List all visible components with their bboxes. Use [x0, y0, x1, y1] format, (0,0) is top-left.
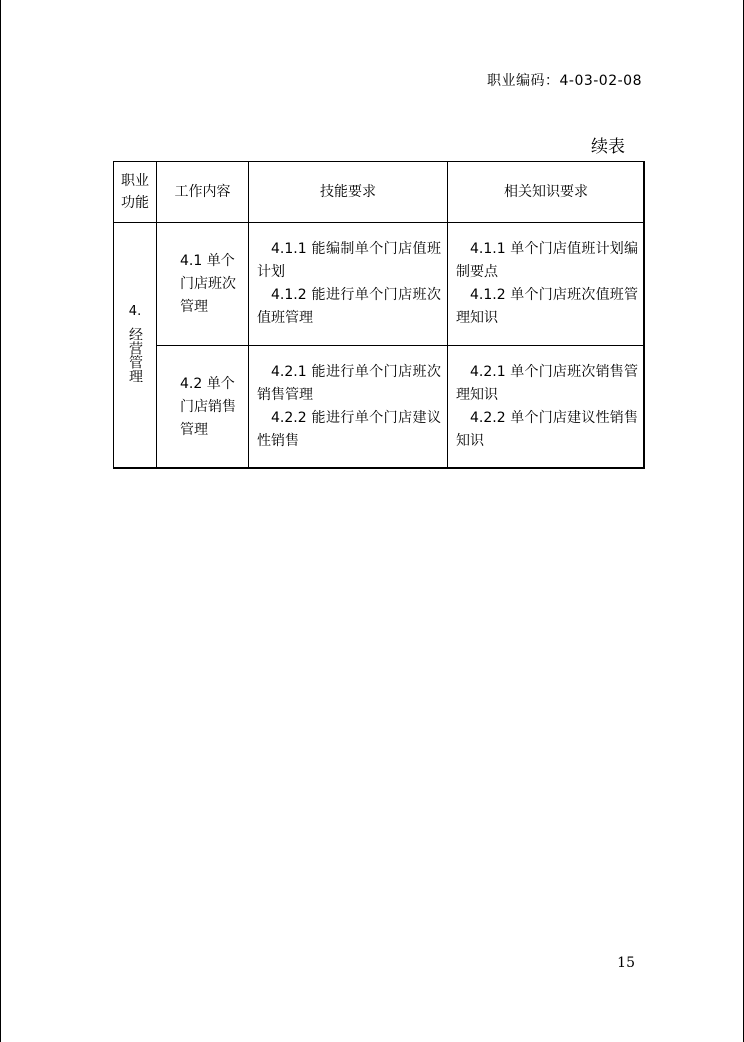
skill-item: 4.2.1 能进行单个门店班次销售管理: [257, 364, 441, 403]
skill-item: 4.1.1 能编制单个门店值班计划: [257, 241, 441, 280]
header-function-label: 职业功能: [121, 173, 149, 211]
function-cell: [114, 223, 157, 469]
work-content-cell: [157, 346, 249, 469]
function-number: 4.: [128, 304, 142, 319]
continued-label: 续表: [591, 137, 625, 157]
skill-item: 4.1.2 能进行单个门店班次值班管理: [257, 287, 441, 326]
skill-cell: [249, 346, 448, 469]
knowledge-item: 4.2.1 单个门店班次销售管理知识: [456, 364, 638, 403]
header-work-content: 工作内容: [157, 162, 249, 223]
table-row: [114, 346, 645, 469]
table-row: [114, 223, 645, 346]
page-number: 15: [617, 955, 635, 971]
work-content-text: 4.2 单个门店销售管理: [180, 375, 236, 438]
header-skill-requirements: 技能要求: [249, 162, 448, 223]
header-knowledge-requirements: 相关知识要求: [448, 162, 645, 223]
skill-cell: [249, 223, 448, 346]
header-function: [114, 162, 157, 223]
work-content-text: 4.1 单个门店班次管理: [180, 252, 236, 315]
knowledge-item: 4.2.2 单个门店建议性销售知识: [456, 410, 638, 449]
occupation-code: 职业编码：4-03-02-08: [486, 73, 642, 89]
knowledge-item: 4.1.2 单个门店班次值班管理知识: [456, 287, 638, 326]
table-header-row: [114, 162, 645, 223]
knowledge-cell: [448, 346, 645, 469]
skill-item: 4.2.2 能进行单个门店建议性销售: [257, 410, 441, 449]
knowledge-item: 4.1.1 单个门店值班计划编制要点: [456, 241, 638, 280]
function-name: 经营管理: [127, 327, 143, 383]
standards-table: [113, 161, 645, 469]
work-content-cell: [157, 223, 249, 346]
knowledge-cell: [448, 223, 645, 346]
